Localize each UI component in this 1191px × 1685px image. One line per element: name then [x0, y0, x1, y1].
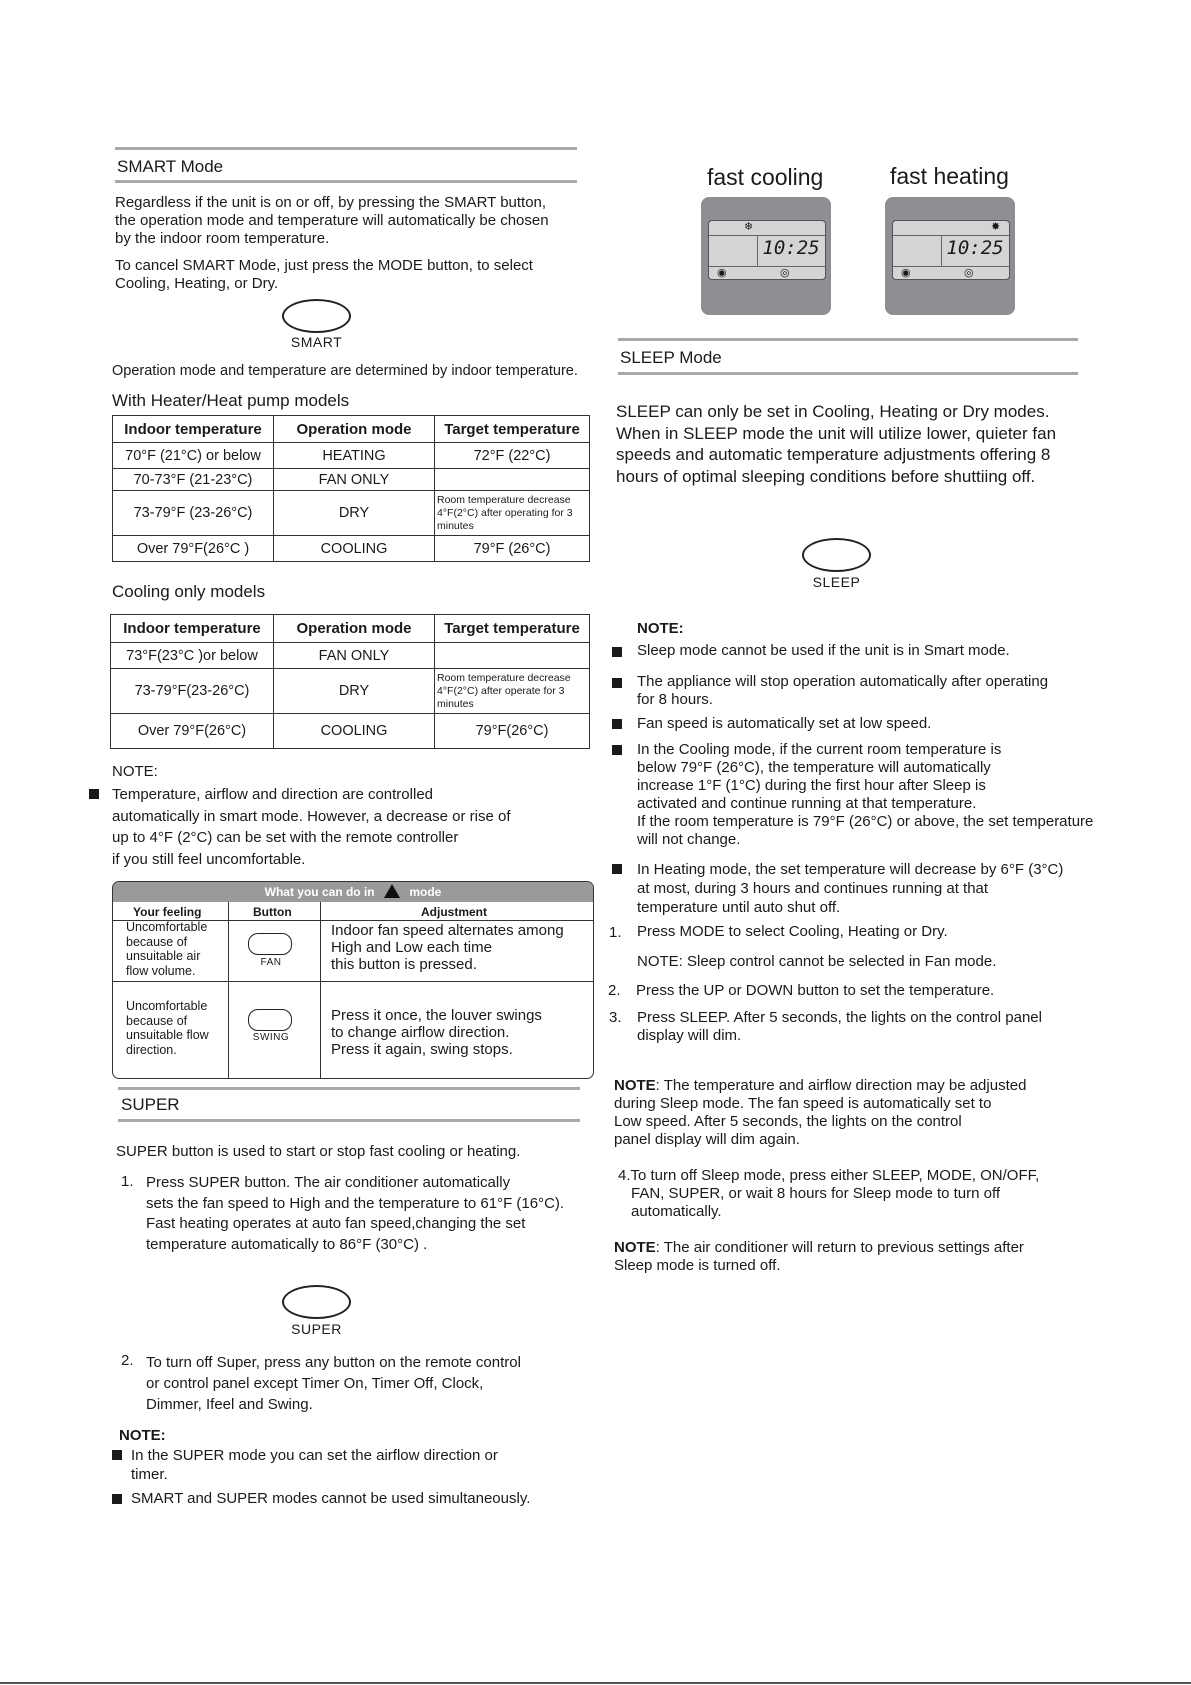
- cell: 73°F(23°C )or below: [111, 643, 274, 669]
- sleep-step2: Press the UP or DOWN button to set the temperature.: [636, 982, 995, 999]
- cell: HEATING: [274, 443, 435, 469]
- sleep-intro-line: speeds and automatic temperature adjustments offering 8: [616, 445, 1051, 464]
- header-operation-mode: Operation mode: [274, 615, 435, 643]
- bullet-icon: [112, 1450, 122, 1460]
- sleep-header-bar-bottom: [618, 372, 1078, 375]
- cell: DRY: [274, 669, 435, 714]
- panel-screen: [892, 220, 1010, 280]
- smart-note-text: [112, 784, 511, 870]
- bullet-icon: [89, 789, 99, 799]
- sleep-bullet-line: In the Cooling mode, if the current room temperature is: [637, 741, 1002, 758]
- super-note2: SMART and SUPER modes cannot be used simultaneously.: [131, 1490, 531, 1507]
- bullet-icon: [612, 745, 622, 755]
- smart-para2: [115, 257, 533, 293]
- sleep-note2: [614, 1077, 1026, 1149]
- feeling-box-header: [113, 882, 593, 902]
- sleep-step3-line: Press SLEEP. After 5 seconds, the lights on the control panel: [637, 1009, 1042, 1026]
- sleep-bullet-line: increase 1°F (1°C) during the first hour after Sleep is: [637, 777, 986, 794]
- sleep-note2-line: panel display will dim again.: [614, 1131, 800, 1148]
- screen-top: [709, 221, 825, 236]
- sleep-note3-title: NOTE: [614, 1239, 656, 1256]
- super-step1-line: Press SUPER button. The air conditioner automatically: [146, 1174, 511, 1191]
- time-display: 10:25: [762, 237, 820, 259]
- panel-screen: [708, 220, 826, 280]
- super-step1: [146, 1173, 564, 1255]
- swing-button[interactable]: [248, 1009, 292, 1031]
- screen-bottom: [893, 266, 1009, 280]
- sleep-step4-line: automatically.: [631, 1203, 722, 1220]
- sleep-note2-title: NOTE: [614, 1077, 656, 1094]
- cell: FAN ONLY: [274, 469, 435, 491]
- feeling-header-right: mode: [409, 885, 442, 899]
- table-header-row: [113, 416, 590, 443]
- sleep-bullet-line: at most, during 3 hours and continues running at that: [637, 880, 989, 897]
- cell: Over 79°F(26°C): [111, 714, 274, 749]
- bullet-icon: [612, 864, 622, 874]
- smart-para1-line: the operation mode and temperature will automatically be chosen: [115, 212, 549, 229]
- table-row: [113, 491, 590, 536]
- fast-cooling-label: fast cooling: [707, 164, 824, 190]
- cell: Room temperature decrease 4°F(2°C) after operating for 3 minutes: [435, 491, 590, 536]
- sleep-intro-line: When in SLEEP mode the unit will utilize lower, quieter fan: [616, 423, 1057, 443]
- sleep-note-title: NOTE:: [637, 620, 684, 637]
- bullet-icon: [112, 1494, 122, 1504]
- cell: COOLING: [274, 536, 435, 562]
- super-step2: [146, 1352, 521, 1415]
- smart-determined: Operation mode and temperature are determined by indoor temperature.: [112, 363, 578, 379]
- adjust-fan: [331, 922, 564, 973]
- cell: [435, 469, 590, 491]
- sleep-step3-line: display will dim.: [637, 1027, 742, 1044]
- sleep-bullet-line: temperature until auto shut off.: [637, 899, 841, 916]
- header-indoor-temp: Indoor temperature: [113, 416, 274, 443]
- sleep-note2-line: : The temperature and airflow direction may be adjusted: [655, 1077, 1027, 1094]
- smart-para2-line: Cooling, Heating, or Dry.: [115, 275, 279, 292]
- sun-icon: ✸: [991, 221, 1001, 233]
- header-operation-mode: Operation mode: [274, 416, 435, 443]
- cell: 72°F (22°C): [435, 443, 590, 469]
- super-note1-line: In the SUPER mode you can set the airflow direction or: [131, 1447, 498, 1464]
- super-step2-line: To turn off Super, press any button on the remote control: [146, 1354, 521, 1371]
- super-step1-line: sets the fan speed to High and the temperature to 61°F (16°C).: [146, 1194, 565, 1212]
- smart-para1: [115, 194, 549, 248]
- smart-button-label: SMART: [290, 334, 343, 350]
- swing-button-label: SWING: [252, 1032, 290, 1043]
- feeling-line: direction.: [126, 1042, 177, 1057]
- table-row: [111, 669, 590, 714]
- smart-note-line: if you still feel uncomfortable.: [112, 850, 306, 868]
- sleep-bullet-line: activated and continue running at that temperature.: [637, 795, 977, 812]
- cell: 79°F (26°C): [435, 536, 590, 562]
- fan-indicator-icon: ◎: [780, 267, 790, 279]
- bullet-icon: [612, 647, 622, 657]
- cell: 73-79°F (23-26°C): [113, 491, 274, 536]
- smart-note-line: automatically in smart mode. However, a decrease or rise of: [112, 807, 511, 825]
- screen-left: [893, 235, 942, 266]
- feeling-adjust-box: [112, 881, 594, 1079]
- super-step2-line: Dimmer, Ifeel and Swing.: [146, 1396, 313, 1413]
- super-step1-num: 1.: [121, 1173, 134, 1190]
- bullet-icon: [612, 678, 622, 688]
- divider: [320, 902, 321, 1078]
- header-target-temp: Target temperature: [435, 416, 590, 443]
- snowflake-icon: ❄: [744, 221, 754, 233]
- sleep-bullet: [637, 741, 1093, 849]
- sleep-step1-note: NOTE: Sleep control cannot be selected in Fan mode.: [637, 953, 997, 970]
- super-note1: [131, 1446, 498, 1484]
- fast-heating-label: fast heating: [890, 163, 1009, 189]
- smart-para2-line: To cancel SMART Mode, just press the MODE button, to select: [115, 257, 533, 274]
- feeling-fan: [126, 920, 207, 978]
- adjust-line: High and Low each time: [331, 939, 492, 956]
- feeling-header-left: What you can do in: [264, 885, 375, 899]
- bullet-icon: [612, 719, 622, 729]
- cell: [435, 643, 590, 669]
- sleep-bullet: Sleep mode cannot be used if the unit is in Smart mode.: [637, 642, 1010, 659]
- sleep-step4: [618, 1167, 1039, 1221]
- sleep-bullet: Fan speed is automatically set at low speed.: [637, 715, 932, 732]
- feeling-swing: [126, 999, 209, 1057]
- cell: 70°F (21°C) or below: [113, 443, 274, 469]
- table-row: [113, 469, 590, 491]
- page-bottom-rule: [0, 1682, 1191, 1684]
- sleep-note2-line: during Sleep mode. The fan speed is automatically set to: [614, 1095, 992, 1112]
- col-button: Button: [253, 905, 292, 919]
- adjust-line: to change airflow direction.: [331, 1024, 510, 1041]
- super-intro: SUPER button is used to start or stop fast cooling or heating.: [116, 1143, 521, 1160]
- sleep-step3-num: 3.: [609, 1009, 622, 1026]
- sleep-title: SLEEP Mode: [620, 348, 722, 367]
- smart-header-bar-top: [115, 147, 577, 150]
- feeling-line: unsuitable air: [126, 949, 201, 963]
- fast-heating-panel: [885, 197, 1015, 315]
- table-row: [113, 443, 590, 469]
- super-step1-line: Fast heating operates at auto fan speed,changing the set: [146, 1215, 526, 1232]
- table-row: [111, 643, 590, 669]
- cooling-models-title: Cooling only models: [112, 582, 266, 601]
- sleep-bullet-line: below 79°F (26°C), the temperature will automatically: [637, 759, 991, 776]
- adjust-line: Indoor fan speed alternates among: [331, 922, 564, 939]
- cell: 70-73°F (21-23°C): [113, 469, 274, 491]
- fan-button[interactable]: [248, 933, 292, 955]
- super-button-label: SUPER: [291, 1321, 342, 1337]
- sleep-intro: [616, 401, 1056, 487]
- sleep-bullet-line: will not change.: [637, 831, 741, 848]
- cell: 79°F(26°C): [435, 714, 590, 749]
- sleep-bullet-line: If the room temperature is 79°F (26°C) or above, the set temperature: [637, 813, 1094, 830]
- divider: [228, 902, 229, 1078]
- sleep-bullet-line: for 8 hours.: [637, 691, 713, 708]
- smart-note-line: Temperature, airflow and direction are controlled: [112, 786, 433, 803]
- sleep-button[interactable]: [802, 538, 871, 572]
- timer-icon: ◉: [717, 267, 727, 279]
- sleep-bullet: [637, 673, 1048, 709]
- smart-para1-line: Regardless if the unit is on or off, by pressing the SMART button,: [115, 194, 547, 211]
- screen-bottom: [709, 266, 825, 280]
- sleep-intro-line: hours of optimal sleeping conditions before shuttiing off.: [616, 466, 1036, 486]
- feeling-line: unsuitable flow: [126, 1028, 209, 1042]
- adjust-line: this button is pressed.: [331, 956, 477, 973]
- heater-models-title: With Heater/Heat pump models: [112, 391, 350, 410]
- sleep-header-bar-top: [618, 338, 1078, 341]
- feeling-line: flow volume.: [126, 963, 196, 978]
- cell: COOLING: [274, 714, 435, 749]
- sleep-step4-line: FAN, SUPER, or wait 8 hours for Sleep mode to turn off: [631, 1185, 1001, 1202]
- header-indoor-temp: Indoor temperature: [111, 615, 274, 643]
- sleep-note3-line: Sleep mode is turned off.: [614, 1257, 781, 1274]
- sleep-step4-line: 4.To turn off Sleep mode, press either SLEEP, MODE, ON/OFF,: [618, 1167, 1040, 1184]
- super-header-bar-top: [118, 1087, 580, 1090]
- table-row: [111, 714, 590, 749]
- table-header-row: [111, 615, 590, 643]
- feeling-line: Uncomfortable: [126, 920, 208, 934]
- sleep-note3-line: : The air conditioner will return to previous settings after: [655, 1239, 1024, 1256]
- feeling-line: Uncomfortable: [126, 999, 208, 1013]
- sleep-bullet-line: In Heating mode, the set temperature will decrease by 6°F (3°C): [637, 861, 1064, 878]
- sleep-step1: Press MODE to select Cooling, Heating or Dry.: [637, 923, 948, 940]
- fan-button-label: FAN: [260, 957, 282, 968]
- smart-title: SMART Mode: [117, 157, 224, 176]
- time-display: 10:25: [946, 237, 1004, 259]
- screen-top: [893, 221, 1009, 236]
- sleep-step1-num: 1.: [609, 924, 622, 941]
- adjust-swing: [331, 1007, 542, 1058]
- super-note-title: NOTE:: [119, 1427, 166, 1444]
- sleep-bullet-line: The appliance will stop operation automatically after operating: [637, 673, 1049, 690]
- table-row: [113, 536, 590, 562]
- smart-note-title: NOTE:: [112, 763, 158, 780]
- adjust-line: Press it once, the louver swings: [331, 1007, 542, 1024]
- smart-button[interactable]: [282, 299, 351, 333]
- super-title: SUPER: [121, 1095, 180, 1114]
- fan-indicator-icon: ◎: [964, 267, 974, 279]
- timer-icon: ◉: [901, 267, 911, 279]
- fast-cooling-panel: [701, 197, 831, 315]
- cooling-table: [110, 614, 590, 749]
- super-step1-line: temperature automatically to 86°F (30°C) .: [146, 1235, 428, 1253]
- feeling-line: because of: [126, 934, 188, 949]
- col-your-feeling: Your feeling: [133, 905, 202, 919]
- smart-header-bar-bottom: [115, 180, 577, 183]
- cell: FAN ONLY: [274, 643, 435, 669]
- cell: Over 79°F(26°C ): [113, 536, 274, 562]
- sleep-intro-line: SLEEP can only be set in Cooling, Heating or Dry modes.: [616, 402, 1050, 421]
- super-step2-num: 2.: [121, 1352, 134, 1369]
- cell: 73-79°F(23-26°C): [111, 669, 274, 714]
- sleep-step2-num: 2.: [608, 982, 621, 999]
- sleep-note2-line: Low speed. After 5 seconds, the lights on the control: [614, 1113, 962, 1130]
- smart-note-line: up to 4°F (2°C) can be set with the remote controller: [112, 829, 459, 846]
- col-adjustment: Adjustment: [421, 905, 487, 919]
- sleep-step3: [637, 1009, 1042, 1045]
- screen-left: [709, 235, 758, 266]
- sleep-button-label: SLEEP: [812, 574, 861, 590]
- cell: DRY: [274, 491, 435, 536]
- divider: [113, 981, 593, 982]
- cell: Room temperature decrease 4°F(2°C) after operate for 3 minutes: [435, 669, 590, 714]
- heater-table: [112, 415, 590, 562]
- super-header-bar-bottom: [118, 1119, 580, 1122]
- super-step2-line: or control panel except Timer On, Timer Off, Clock,: [146, 1375, 484, 1392]
- feeling-line: because of: [126, 1013, 188, 1028]
- super-button[interactable]: [282, 1285, 351, 1319]
- sleep-note3: [614, 1239, 1024, 1275]
- adjust-line: Press it again, swing stops.: [331, 1041, 513, 1058]
- super-note1-line: timer.: [131, 1466, 168, 1483]
- warning-triangle-icon: [384, 884, 400, 904]
- sleep-bullet: [637, 860, 1063, 917]
- header-target-temp: Target temperature: [435, 615, 590, 643]
- smart-para1-line: by the indoor room temperature.: [115, 230, 330, 247]
